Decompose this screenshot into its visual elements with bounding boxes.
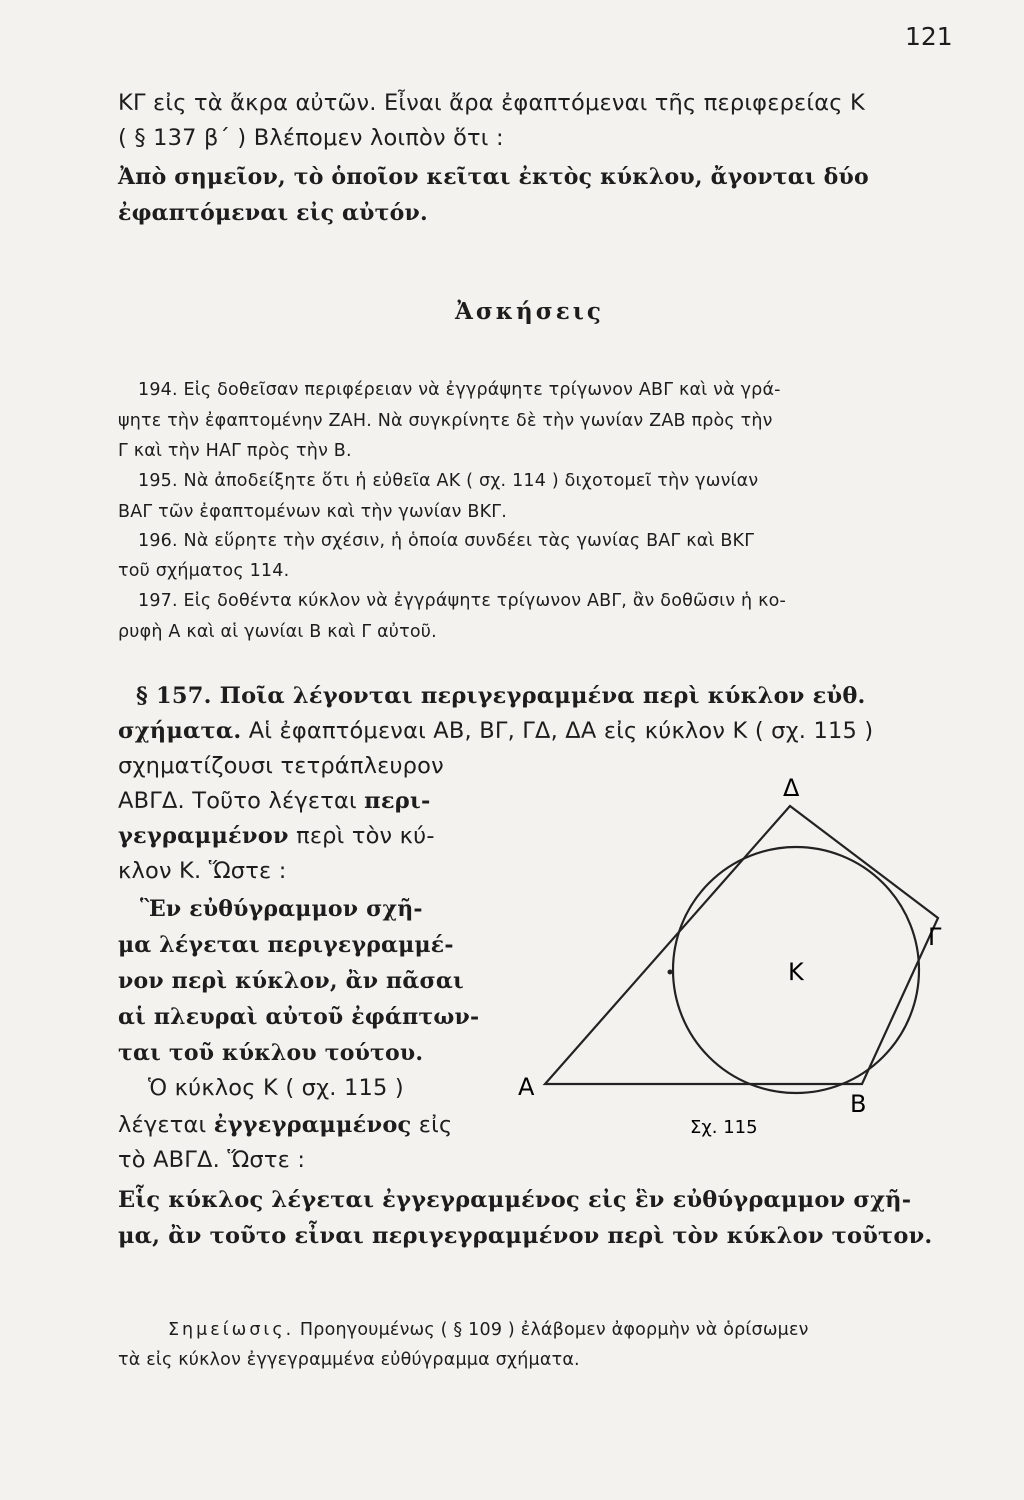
exercise-195-line-1: 195. Νὰ ἀποδείξητε ὅτι ἡ εὐθεῖα ΑΚ ( σχ. 114 ) διχοτομεῖ τὴν γωνίαν — [138, 471, 759, 491]
exercise-196-line-1: 196. Νὰ εὕρητε τὴν σχέσιν, ἡ ὁποία συνδέει τὰς γωνίας ΒΑΓ καὶ ΒΚΓ — [138, 531, 755, 551]
definition-1-line-5: ται τοῦ κύκλου τούτου. — [118, 1040, 424, 1066]
exercise-197-line-2: ρυφὴ Α καὶ αἱ γωνίαι Β καὶ Γ αὐτοῦ. — [118, 622, 437, 642]
section-line-5 — [118, 823, 435, 849]
exercises-heading: Ἀσκήσεις — [455, 298, 604, 325]
exercise-194-line-2: ψητε τὴν ἐφαπτομένην ΖΑΗ. Νὰ συγκρίνητε δὲ τὴν γωνίαν ΖΑΒ πρὸς τὴν — [118, 411, 773, 431]
exercise-196-line-2: τοῦ σχήματος 114. — [118, 561, 290, 581]
theorem-line-2: ἐφαπτόμεναι εἰς αὐτόν. — [118, 200, 428, 226]
note-label: Σημείωσις. — [168, 1320, 295, 1340]
section-line-6: κλον Κ. Ὥστε : — [118, 858, 287, 884]
section-line-13 — [118, 1112, 452, 1138]
center-dot — [668, 970, 673, 975]
label-D: Δ — [783, 774, 800, 802]
theorem-line-1: Ἀπὸ σημεῖον, τὸ ὁποῖον κεῖται ἐκτὸς κύκλου, ἄγονται δύο — [118, 164, 869, 190]
section-line-14: τὸ ΑΒΓΔ. Ὥστε : — [118, 1147, 306, 1173]
quadrilateral-abgd — [545, 806, 938, 1084]
section-line-12: Ὁ κύκλος Κ ( σχ. 115 ) — [148, 1075, 404, 1101]
section-line-4-text: ΑΒΓΔ. Τοῦτο λέγεται — [118, 788, 365, 814]
label-G: Γ — [928, 923, 942, 951]
section-line-3: σχηματίζουσι τετράπλευρον — [118, 753, 444, 779]
section-line-5-text: περὶ τὸν κύ- — [288, 823, 435, 849]
exercise-194-line-3: Γ καὶ τὴν ΗΑΓ πρὸς τὴν Β. — [118, 441, 352, 461]
figure-115 — [500, 750, 980, 1150]
term-circumscribed-cont: γεγραμμένον — [118, 823, 289, 849]
definition-1-line-4: αἱ πλευραὶ αὐτοῦ ἐφάπτων- — [118, 1004, 480, 1030]
definition-2-line-1: Εἷς κύκλος λέγεται ἐγγεγραμμένος εἰς ἓν εὐθύγραμμον σχῆ- — [118, 1187, 912, 1213]
label-K: Κ — [788, 958, 804, 986]
page-number: 121 — [905, 22, 953, 51]
label-B: Β — [850, 1090, 867, 1118]
term-circumscribed: περι- — [364, 788, 431, 814]
label-A: Α — [518, 1073, 535, 1101]
section-157-heading: § 157. Ποῖα λέγονται περιγεγραμμένα περὶ κύκλον εὐθ. — [136, 683, 866, 709]
section-line-13-c: εἰς — [411, 1112, 453, 1138]
exercise-197-line-1: 197. Εἰς δοθέντα κύκλον νὰ ἐγγράψητε τρίγωνον ΑΒΓ, ἂν δοθῶσιν ἡ κο- — [138, 591, 787, 611]
note-line-1 — [168, 1320, 809, 1340]
figure-caption: Σχ. 115 — [690, 1117, 758, 1138]
exercise-195-line-2: ΒΑΓ τῶν ἐφαπτομένων καὶ τὴν γωνίαν ΒΚΓ. — [118, 502, 507, 522]
note-line-1-text: Προηγουμένως ( § 109 ) ἐλάβομεν ἀφορμὴν νὰ ὁρίσωμεν — [294, 1320, 809, 1340]
section-line-2-text: Αἱ ἐφαπτόμεναι ΑΒ, ΒΓ, ΓΔ, ΔΑ εἰς κύκλον Κ ( σχ. 115 ) — [241, 718, 874, 744]
intro-line-2: ( § 137 β΄ ) Βλέπομεν λοιπὸν ὅτι : — [118, 125, 504, 151]
intro-line-1: ΚΓ εἰς τὰ ἄκρα αὐτῶν. Εἶναι ἄρα ἐφαπτόμεναι τῆς περιφερείας Κ — [118, 90, 865, 116]
definition-1-line-2: μα λέγεται περιγεγραμμέ- — [118, 932, 454, 958]
note-line-2: τὰ εἰς κύκλον ἐγγεγραμμένα εὐθύγραμμα σχήματα. — [118, 1350, 580, 1370]
section-heading-cont: σχήματα. — [118, 718, 242, 744]
definition-1-line-1: Ἓν εὐθύγραμμον σχῆ- — [140, 896, 423, 922]
term-inscribed: ἐγγεγραμμένος — [213, 1112, 412, 1138]
section-line-2 — [118, 718, 873, 744]
exercise-194-line-1: 194. Εἰς δοθεῖσαν περιφέρειαν νὰ ἐγγράψητε τρίγωνον ΑΒΓ καὶ νὰ γρά- — [138, 380, 781, 400]
section-line-13-a: λέγεται — [118, 1112, 214, 1138]
section-line-4 — [118, 788, 431, 814]
definition-1-line-3: νον περὶ κύκλον, ἂν πᾶσαι — [118, 968, 464, 994]
definition-2-line-2: μα, ἂν τοῦτο εἶναι περιγεγραμμένον περὶ τὸν κύκλον τοῦτον. — [118, 1223, 933, 1249]
